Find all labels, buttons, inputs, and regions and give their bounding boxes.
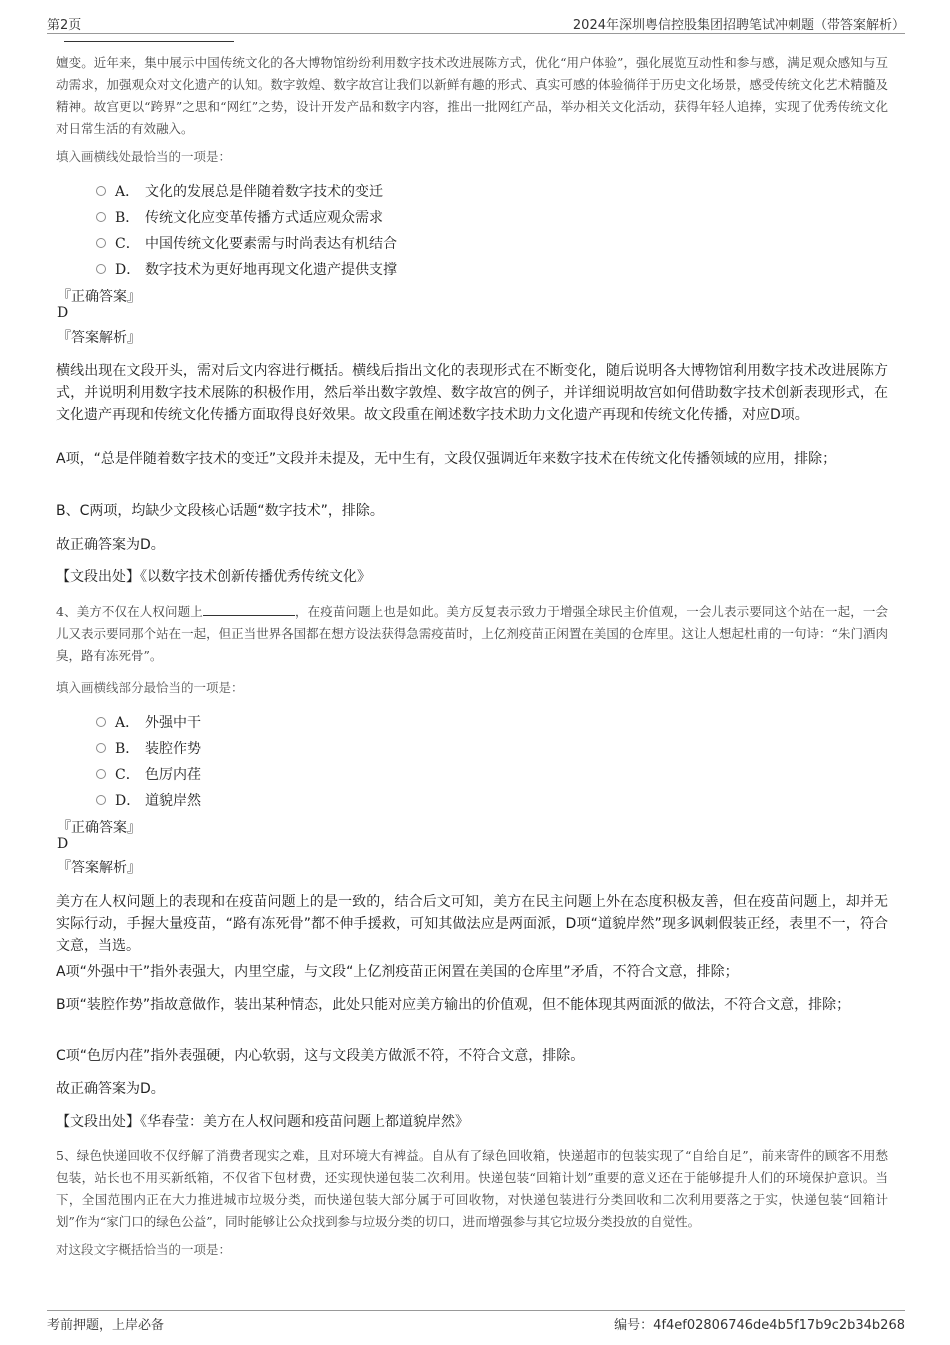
- q4-option-a[interactable]: A． 外强中干: [96, 709, 201, 735]
- q3-answer-label: 『正确答案』: [57, 289, 141, 305]
- q4-prompt: 填入画横线部分最恰当的一项是：: [56, 680, 244, 695]
- q5-stem: 5、绿色快递回收不仅纾解了消费者现实之难，且对环境大有裨益。自从有了绿色回收箱，快递超市的包装实现了“自给自足”，前来寄件的顾客不用愁包装，站长也不用买新纸箱，不仅省下包材费，还实现快递包装二次利用。快递包装“回箱计划”重要的意义还在于能够提升人们的环境保护意识。当下，全国范围内正在大力推进城市垃圾分类，而快递包装大部分属于可回收物，对快递包装进行分类回收和二次利用要落之于实，快递包装“回箱计划”作为“家门口的绿色公益”，同时能够让公众找到参与垃圾分类的切口，进而增强参与其它垃圾分类投放的自觉性。: [56, 1148, 888, 1229]
- page-footer: [47, 1310, 905, 1332]
- q3-source: 【文段出处】《以数字技术创新传播优秀传统文化》: [56, 569, 371, 585]
- q4-analysis-1: 美方在人权问题上的表现和在疫苗问题上的是一致的，结合后文可知，美方在民主问题上外在态度积极友善，但在疫苗问题上，却并无实际行动，手握大量疫苗，“路有冻死骨”都不伸手援救，可知其做法应是两面派，D项“道貌岸然”现多讽刺假装正经，表里不一，符合文意，当选。: [56, 894, 888, 954]
- q4-stem: 4、美方不仅在人权问题上 ，在疫苗问题上也是如此。美方反复表示致力于增强全球民主价值观，一会儿表示要同这个站在一起，一会儿又表示要同那个站在一起，但正当世界各国都在想方设法获得急需疫苗时，上亿剂疫苗正闲置在美国的仓库里。这让人想起杜甫的一句诗：“朱门酒肉臭，路有冻死骨”。: [56, 604, 888, 663]
- q4-analysis-3: B项“装腔作势”指故意做作，装出某种情态，此处只能对应美方输出的价值观，但不能体现其两面派的做法，不符合文意，排除；: [56, 997, 851, 1013]
- q3-option-c[interactable]: C． 中国传统文化要素需与时尚表达有机结合: [96, 230, 397, 256]
- q4-analysis-4: C项“色厉内荏”指外表强硬，内心软弱，这与文段美方做派不符，不符合文意，排除。: [56, 1048, 585, 1064]
- answer-blank-line: [203, 602, 295, 616]
- q4-source: 【文段出处】《华春莹：美方在人权问题和疫苗问题上都道貌岸然》: [56, 1114, 469, 1130]
- q5-prompt: 对这段文字概括恰当的一项是：: [56, 1242, 232, 1257]
- answer-blank-line: [64, 41, 234, 42]
- radio-icon[interactable]: [96, 212, 106, 222]
- q3-analysis-4: 故正确答案为D。: [56, 537, 165, 553]
- q3-options: [96, 178, 397, 282]
- q3-analysis-3: B、C两项，均缺少文段核心话题“数字技术”，排除。: [56, 503, 384, 519]
- document-id: 编号：4f4ef02806746de4b5f17b9c2b34b268: [614, 1318, 905, 1333]
- q3-option-b[interactable]: B． 传统文化应变革传播方式适应观众需求: [96, 204, 397, 230]
- q3-analysis-1: 横线出现在文段开头，需对后文内容进行概括。横线后指出文化的表现形式在不断变化，随后说明各大博物馆利用数字技术改进展陈方式，并说明利用数字技术展陈的积极作用，然后举出数字敦煌、数字故宫的例子，并详细说明故宫如何借助数字技术创新表现形式，在文化遗产再现和传统文化传播方面取得良好效果。故文段重在阐述数字技术助力文化遗产再现和传统文化传播，对应D项。: [56, 363, 888, 423]
- q4-option-d[interactable]: D． 道貌岸然: [96, 787, 201, 813]
- q3-analysis-label: 『答案解析』: [57, 330, 141, 346]
- radio-icon[interactable]: [96, 743, 106, 753]
- q3-answer: D: [57, 305, 69, 321]
- radio-icon[interactable]: [96, 264, 106, 274]
- page-header: [47, 14, 905, 34]
- radio-icon[interactable]: [96, 238, 106, 248]
- q3-option-d[interactable]: D． 数字技术为更好地再现文化遗产提供支撑: [96, 256, 397, 282]
- q4-option-c[interactable]: C． 色厉内荏: [96, 761, 201, 787]
- q3-prompt: 填入画横线处最恰当的一项是：: [56, 149, 232, 164]
- q3-passage: 嬗变。近年来，集中展示中国传统文化的各大博物馆纷纷利用数字技术改进展陈方式，优化“用户体验”，强化展览互动性和参与感，满足观众感知与互动需求，加强观众对文化遗产的认知。数字敦煌、数字故宫让我们以新鲜有趣的形式、真实可感的体验徜徉于历史文化场景，感受传统文化艺术精髓及精神。故宫更以“跨界”之思和“网红”之势，设计开发产品和数字内容，推出一批网红产品，举办相关文化活动，获得年轻人追捧，实现了优秀传统文化对日常生活的有效融入。: [56, 55, 888, 136]
- q4-analysis-2: A项“外强中干”指外表强大，内里空虚，与文段“上亿剂疫苗正闲置在美国的仓库里”矛盾，不符合文意，排除；: [56, 964, 739, 980]
- q4-analysis-5: 故正确答案为D。: [56, 1081, 165, 1097]
- radio-icon[interactable]: [96, 717, 106, 727]
- q4-answer-label: 『正确答案』: [57, 820, 141, 836]
- document-title: 2024年深圳粤信控股集团招聘笔试冲刺题（带答案解析）: [572, 18, 905, 33]
- q3-analysis-2: A项，“总是伴随着数字技术的变迁”文段并未提及，无中生有，文段仅强调近年来数字技术在传统文化传播领域的应用，排除；: [56, 451, 837, 467]
- q4-option-b[interactable]: B． 装腔作势: [96, 735, 201, 761]
- radio-icon[interactable]: [96, 795, 106, 805]
- page-number: 第2页: [47, 18, 82, 33]
- q4-answer: D: [57, 836, 69, 852]
- q3-option-a[interactable]: A． 文化的发展总是伴随着数字技术的变迁: [96, 178, 397, 204]
- footer-slogan: 考前押题，上岸必备: [47, 1318, 165, 1333]
- q4-analysis-label: 『答案解析』: [57, 860, 141, 876]
- q4-options: [96, 709, 201, 813]
- radio-icon[interactable]: [96, 186, 106, 196]
- radio-icon[interactable]: [96, 769, 106, 779]
